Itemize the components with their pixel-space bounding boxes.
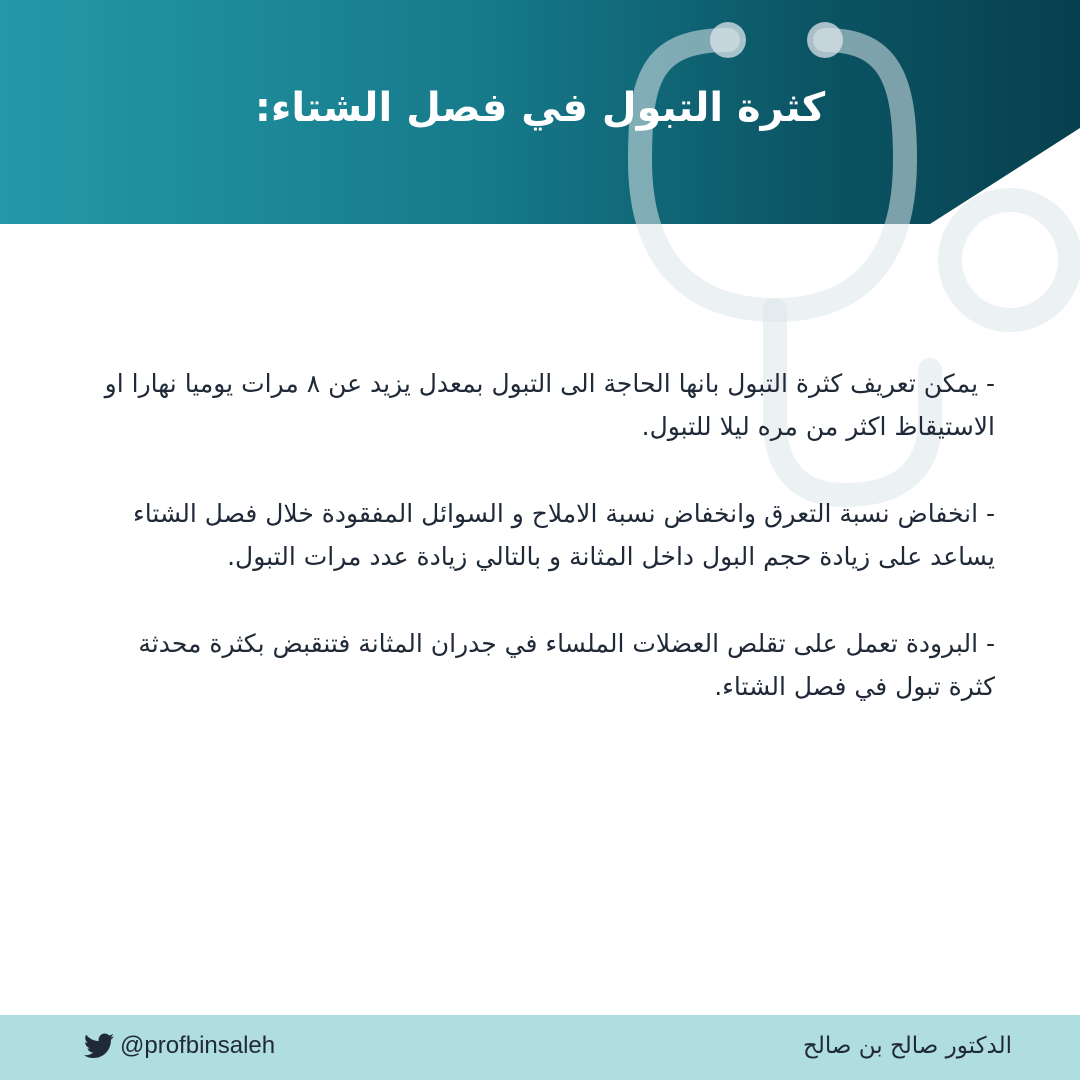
twitter-bird-icon	[84, 1033, 114, 1059]
paragraph-cold-effect: - البرودة تعمل على تقلص العضلات الملساء في جدران المثانة فتنقبض بكثرة محدثة كثرة تبول في فصل الشتاء.	[138, 629, 995, 701]
paragraph-definition: - يمكن تعريف كثرة التبول بانها الحاجة الى التبول بمعدل يزيد عن ٨ مرات يوميا نهارا او الاستيقاظ اكثر من مره ليلا للتبول.	[104, 369, 995, 441]
author-name: الدكتور صالح بن صالح	[803, 1033, 1012, 1059]
paragraph-sweat-reduction: - انخفاض نسبة التعرق وانخفاض نسبة الاملاح و السوائل المفقودة خلال فصل الشتاء يساعد على زيادة حجم البول داخل المثانة و بالتالي زيادة عدد مرات التبول.	[133, 499, 995, 571]
twitter-handle-link[interactable]	[84, 1029, 275, 1063]
twitter-handle: @profbinsaleh	[120, 1032, 276, 1059]
article-body	[100, 362, 995, 752]
page-title: كثرة التبول في فصل الشتاء:	[254, 85, 826, 131]
footer-bar	[0, 1015, 1080, 1080]
